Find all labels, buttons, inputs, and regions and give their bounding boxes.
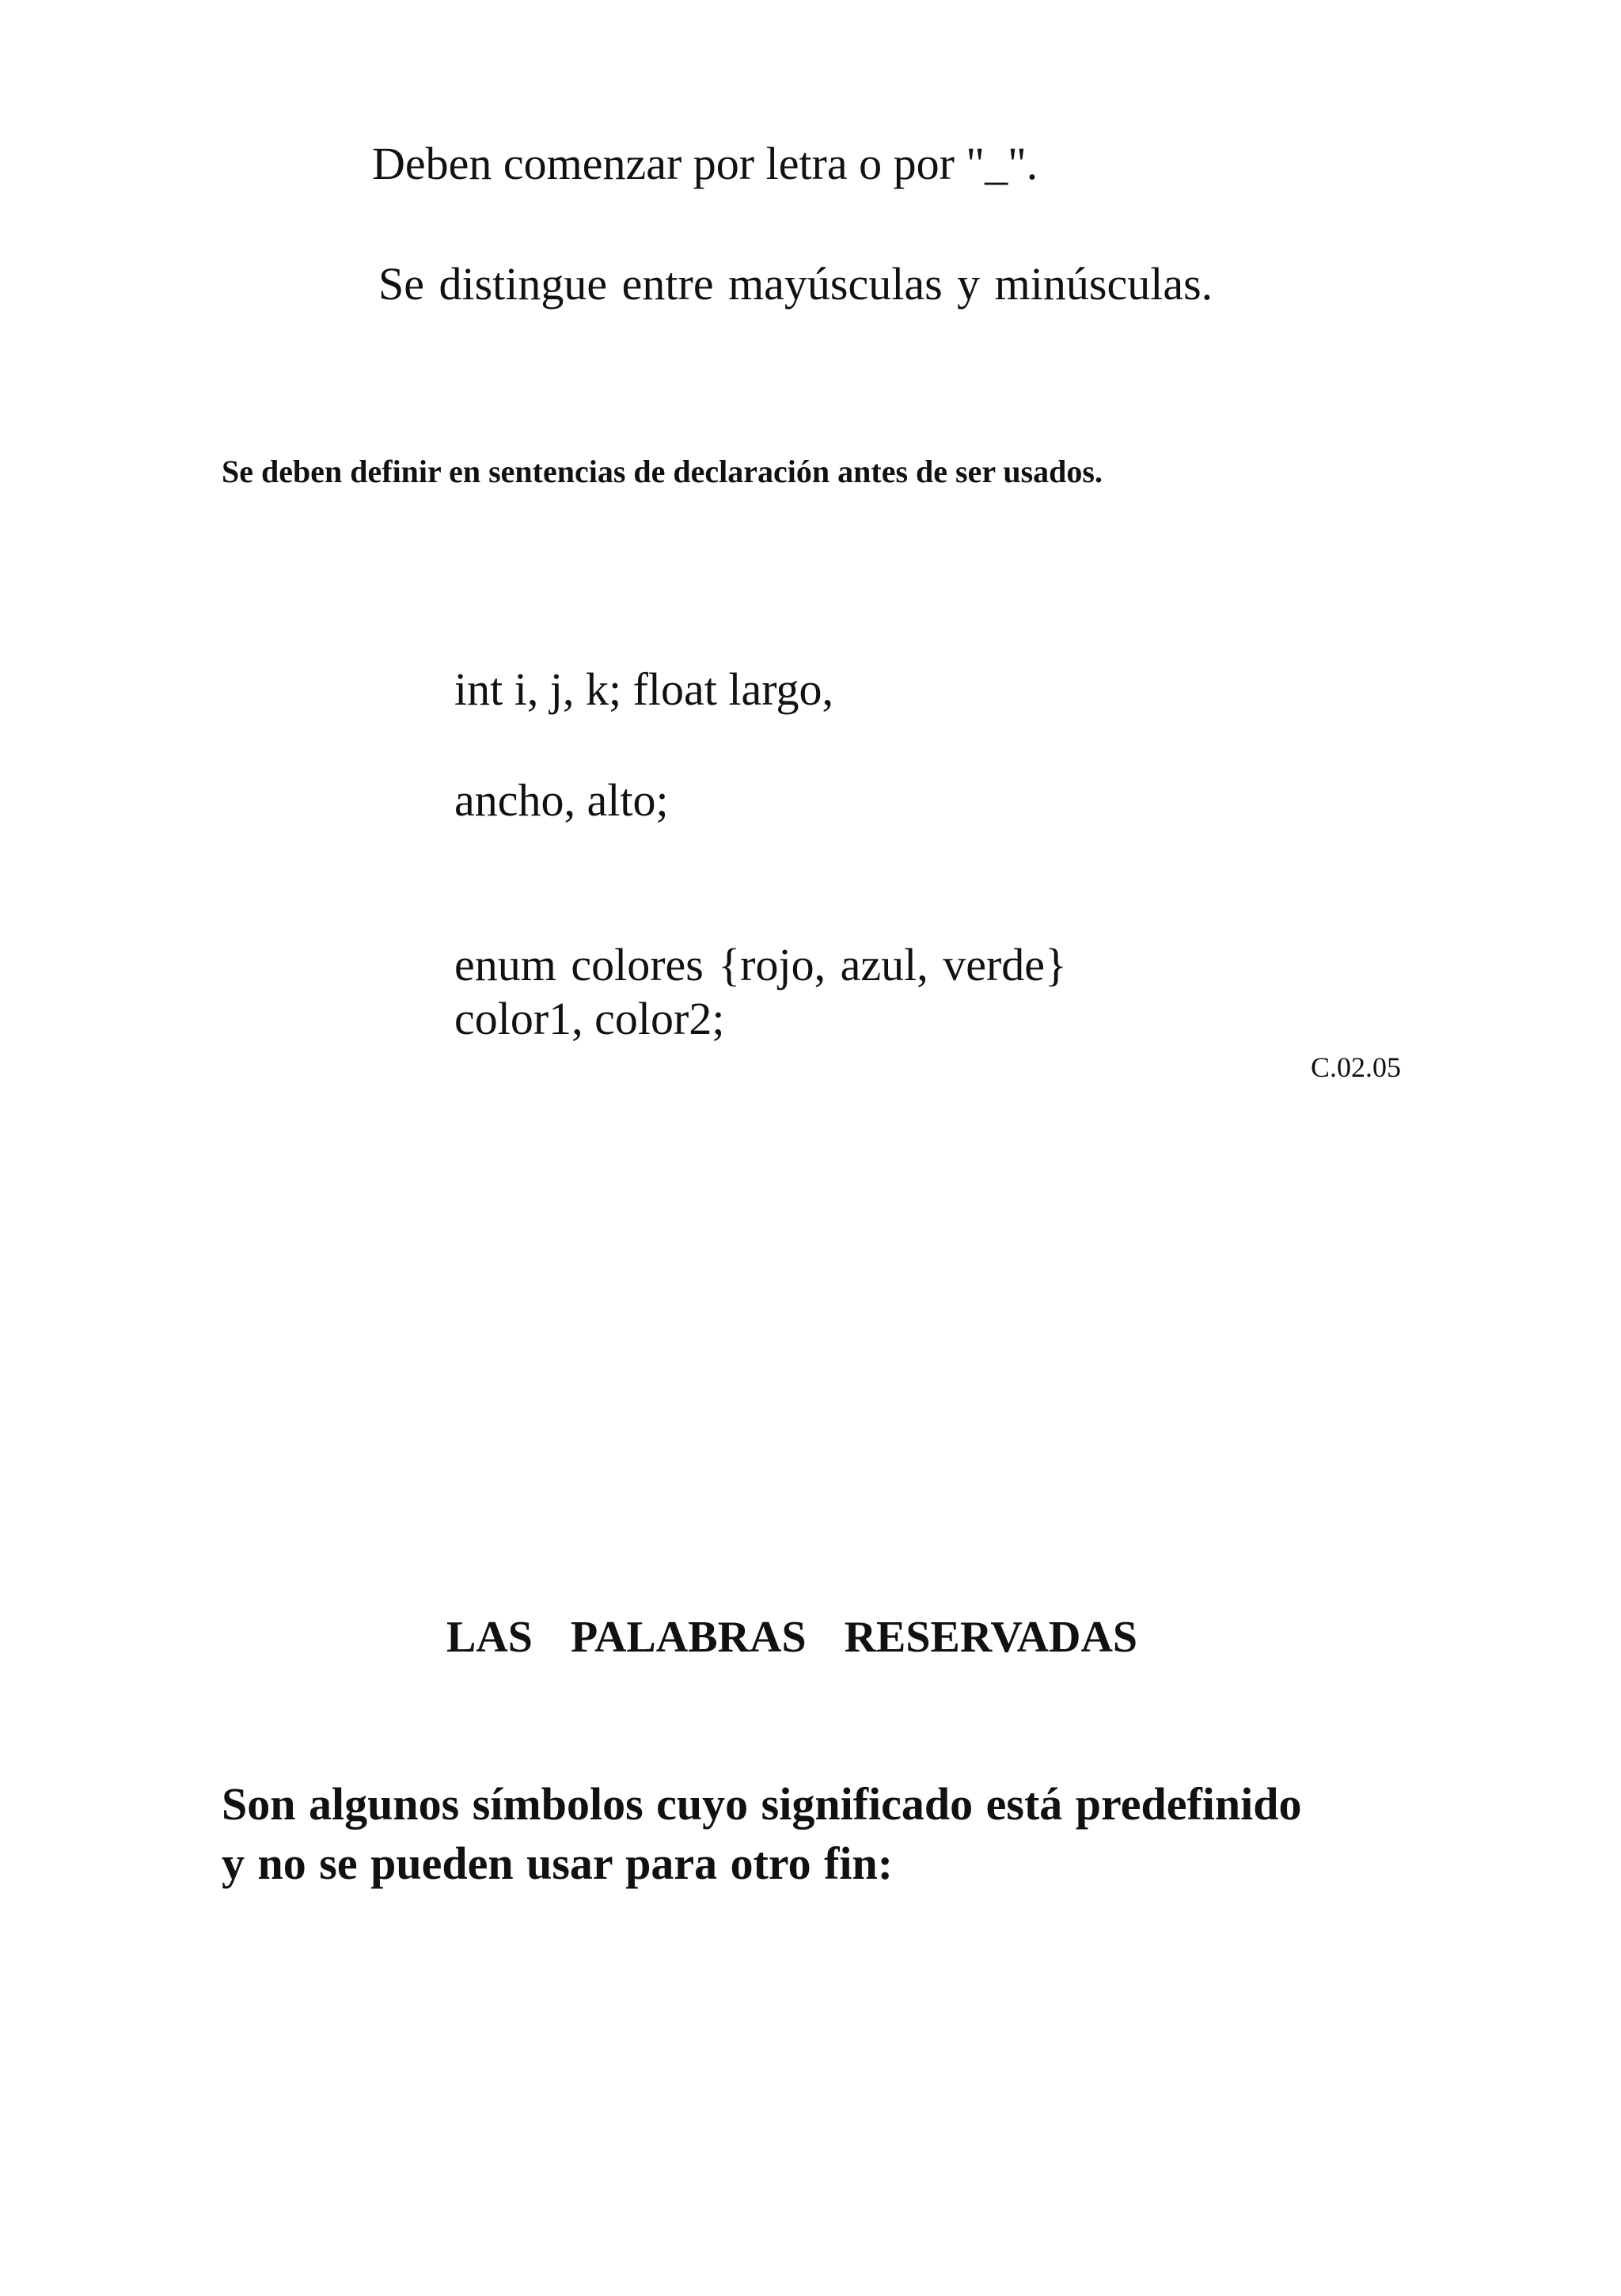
rule-declare-before-use: Se deben definir en sentencias de declaración antes de ser usados. (222, 454, 1103, 489)
code-line-2: ancho, alto; (454, 774, 669, 826)
section-heading: LAS PALABRAS RESERVADAS (446, 1613, 1138, 1662)
paragraph-line-2: y no se pueden usar para otro fin: (222, 1838, 894, 1889)
code-line-3: enum colores {rojo, azul, verde} (454, 939, 1067, 990)
paragraph-line-1: Son algunos símbolos cuyo significado está predefinido (222, 1778, 1302, 1830)
code-line-1: int i, j, k; float largo, (454, 663, 833, 715)
rule-case-sensitive: Se distingue entre mayúsculas y minúsculas. (378, 258, 1213, 310)
page-code: C.02.05 (1311, 1051, 1402, 1083)
code-line-4: color1, color2; (454, 993, 725, 1044)
rule-start-character: Deben comenzar por letra o por "_". (372, 138, 1038, 189)
